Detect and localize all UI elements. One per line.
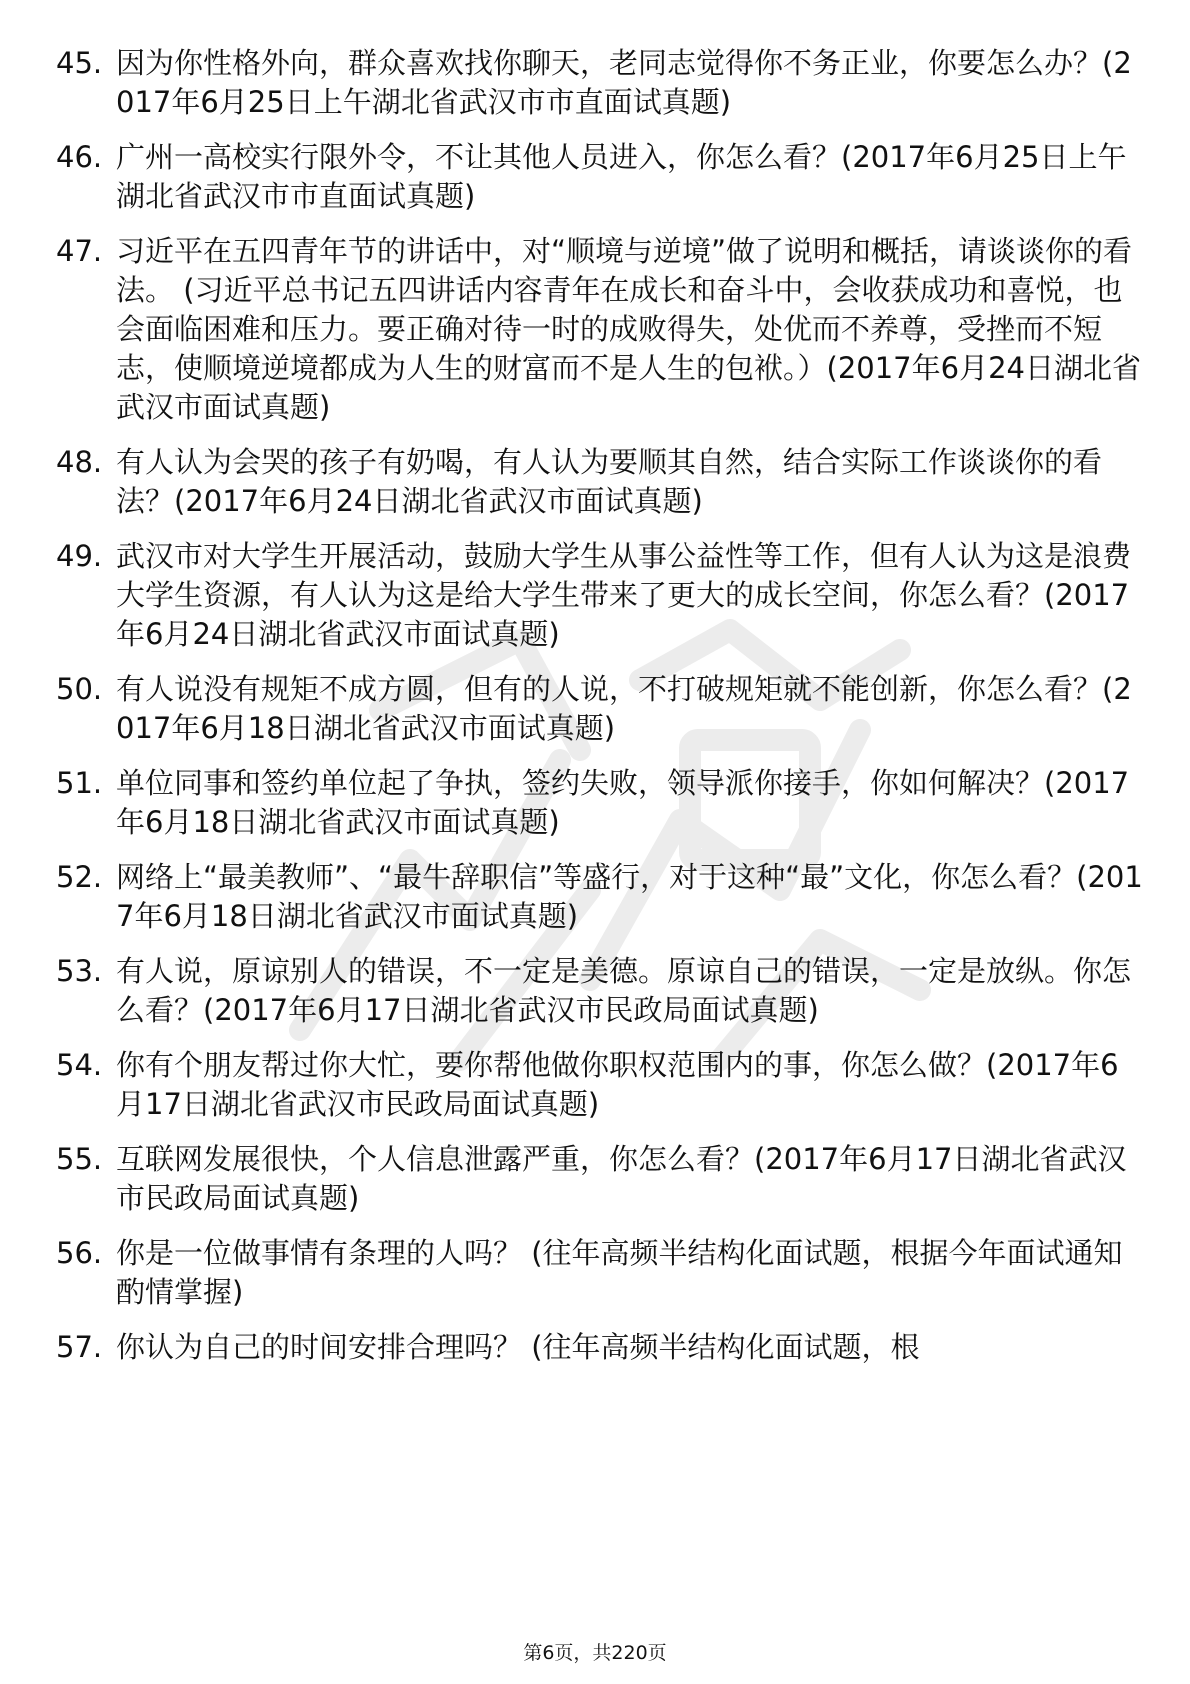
question-number: 54. [56,1048,103,1082]
question-item [56,1328,1146,1367]
question-item [56,670,1146,748]
question-number: 47. [56,234,103,268]
question-item [56,232,1146,427]
page-footer: 第6页，共220页 [523,1642,667,1664]
question-text: 你有个朋友帮过你大忙，要你帮他做你职权范围内的事，你怎么做？(2017年6月17日湖北省武汉市民政局面试真题) [116,1048,1119,1121]
question-number: 48. [56,445,103,479]
question-number: 46. [56,140,103,174]
question-number: 55. [56,1142,103,1176]
question-text: 你是一位做事情有条理的人吗？ (往年高频半结构化面试题，根据今年面试通知酌情掌握) [116,1236,1123,1309]
question-number: 49. [56,539,103,573]
question-item [56,1234,1146,1312]
question-item [56,537,1146,654]
question-number: 45. [56,46,103,80]
question-text: 你认为自己的时间安排合理吗？ (往年高频半结构化面试题，根 [116,1330,920,1364]
question-number: 53. [56,954,103,988]
question-text: 有人说，原谅别人的错误，不一定是美德。原谅自己的错误，一定是放纵。你怎么看？(2017年6月17日湖北省武汉市民政局面试真题) [116,954,1132,1027]
question-text: 有人说没有规矩不成方圆，但有的人说，不打破规矩就不能创新，你怎么看？(2017年6月18日湖北省武汉市面试真题) [116,672,1132,745]
question-number: 57. [56,1330,103,1364]
question-text: 习近平在五四青年节的讲话中，对“顺境与逆境”做了说明和概括，请谈谈你的看法。 (习近平总书记五四讲话内容青年在成长和奋斗中，会收获成功和喜悦，也会面临困难和压力。要正确对待一时的成败得失，处优而不养尊，受挫而不短志，使顺境逆境都成为人生的财富而不是人生的包袱。）(2017年6月24日湖北省武汉市面试真题) [116,234,1141,424]
question-list [56,44,1146,1383]
question-item [56,764,1146,842]
question-number: 52. [56,860,103,894]
question-item [56,443,1146,521]
question-number: 50. [56,672,103,706]
question-item [56,44,1146,122]
question-text: 单位同事和签约单位起了争执，签约失败，领导派你接手，你如何解决？(2017年6月18日湖北省武汉市面试真题) [116,766,1130,839]
question-item [56,1140,1146,1218]
question-item [56,1046,1146,1124]
question-text: 武汉市对大学生开展活动，鼓励大学生从事公益性等工作，但有人认为这是浪费大学生资源，有人认为这是给大学生带来了更大的成长空间，你怎么看？(2017年6月24日湖北省武汉市面试真题) [116,539,1132,651]
question-number: 51. [56,766,103,800]
question-text: 有人认为会哭的孩子有奶喝，有人认为要顺其自然，结合实际工作谈谈你的看法？(2017年6月24日湖北省武汉市面试真题) [116,445,1103,518]
question-text: 广州一高校实行限外令，不让其他人员进入，你怎么看？(2017年6月25日上午湖北省武汉市市直面试真题) [116,140,1127,213]
question-text: 因为你性格外向，群众喜欢找你聊天，老同志觉得你不务正业，你要怎么办？(2017年6月25日上午湖北省武汉市市直面试真题) [116,46,1132,119]
question-text: 网络上“最美教师”、“最牛辞职信”等盛行，对于这种“最”文化，你怎么看？(2017年6月18日湖北省武汉市面试真题) [116,860,1143,933]
question-text: 互联网发展很快，个人信息泄露严重，你怎么看？(2017年6月17日湖北省武汉市民政局面试真题) [116,1142,1127,1215]
question-item [56,138,1146,216]
question-item [56,858,1146,936]
question-number: 56. [56,1236,103,1270]
question-item [56,952,1146,1030]
